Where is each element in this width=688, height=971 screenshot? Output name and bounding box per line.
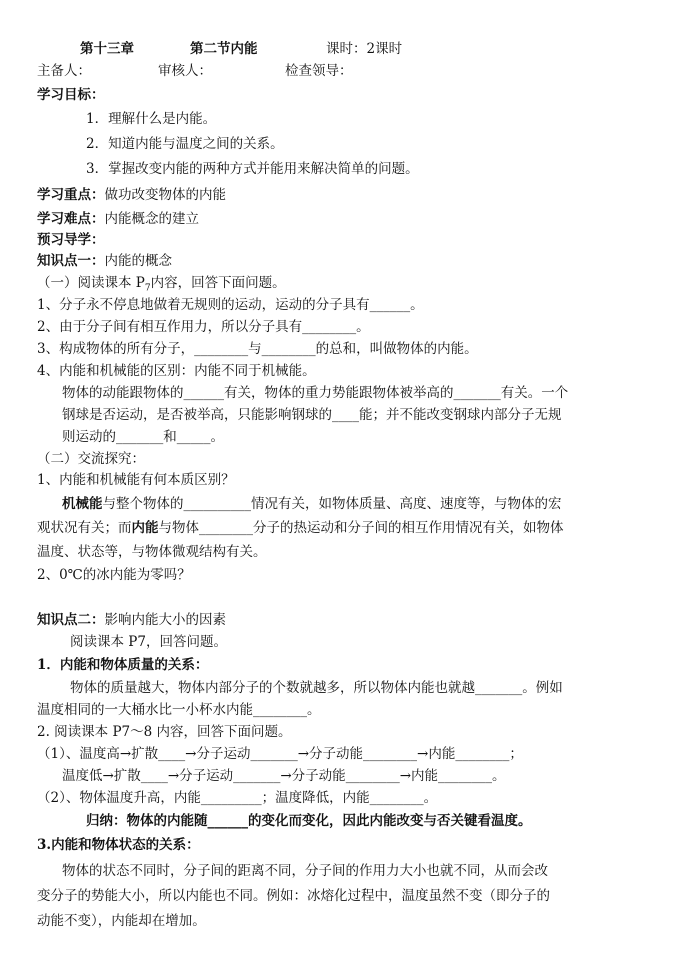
section-title: 第二节内能 bbox=[190, 41, 258, 57]
k1-part1-heading: （一）阅读课本 $P_7$内容，回答下面问题。 bbox=[37, 275, 286, 294]
k1-title-rest: 内能的概念 bbox=[104, 253, 172, 269]
preparer-label: 主备人： bbox=[37, 63, 91, 79]
difficulty-line bbox=[37, 210, 199, 228]
preview-title: 预习导学： bbox=[37, 232, 105, 248]
k1-part2-p1: 机械能与整个物体的__________情况有关，如物体质量、高度、速度等，与物体的宏 bbox=[62, 496, 562, 512]
blank: __________ bbox=[183, 496, 251, 512]
k1-part2-heading: （二）交流探究： bbox=[37, 451, 145, 467]
k2-s1-p1: 物体的质量越大，物体内部分子的个数就越多，所以物体内能也就越_______。例如 bbox=[70, 680, 563, 696]
k2-s2-line2: 温度低→扩散____→分子运动_______→分子动能________→内能________。 bbox=[62, 768, 506, 784]
blank: _______ bbox=[116, 429, 164, 445]
k1-title-line bbox=[37, 252, 172, 270]
blank: _______ bbox=[475, 680, 523, 696]
k1-part2-q2: 2、0℃的冰内能为零吗？ bbox=[37, 567, 191, 583]
k1-q4-p3: 则运动的_______和_____。 bbox=[62, 429, 224, 445]
goal-item-3: 3．掌握改变内能的两种方式并能用来解决简单的问题。 bbox=[86, 161, 419, 177]
k2-s2-summary: 归纳：物体的内能随______的变化而变化，因此内能改变与否关键看温度。 bbox=[86, 813, 532, 829]
k2-s3-heading: 3.内能和物体状态的关系： bbox=[37, 837, 200, 853]
blank: _______ bbox=[453, 385, 501, 401]
k2-s1-heading: 1．内能和物体质量的关系： bbox=[37, 657, 209, 673]
blank: ______ bbox=[183, 385, 224, 401]
leader-label: 检查领导： bbox=[285, 63, 353, 79]
key-point-label: 学习重点： bbox=[37, 187, 105, 203]
blank: ________ bbox=[199, 520, 253, 536]
k1-title: 知识点一： bbox=[37, 253, 105, 269]
k2-title-line bbox=[37, 611, 226, 629]
blank: ________ bbox=[253, 702, 307, 718]
period-label: 课时：2课时 bbox=[326, 41, 403, 57]
reviewer-label: 审核人： bbox=[158, 63, 212, 79]
k2-title: 知识点二： bbox=[37, 612, 105, 628]
k1-part2-q1: 1、内能和机械能有何本质区别？ bbox=[37, 472, 235, 488]
blank: ________ bbox=[302, 319, 357, 335]
k1-q4-p1: 物体的动能跟物体的______有关，物体的重力势能跟物体被举高的_______有关。一个 bbox=[62, 385, 569, 401]
goal-item-2: 2．知道内能与温度之间的关系。 bbox=[86, 136, 284, 152]
difficulty-label: 学习难点： bbox=[37, 211, 105, 227]
k1-q4-p2: 钢球是否运动，是否被举高，只能影响钢球的____能；并不能改变钢球内部分子无规 bbox=[62, 407, 562, 423]
chapter-title: 第十三章 bbox=[80, 41, 134, 57]
goal-item-1: 1．理解什么是内能。 bbox=[86, 111, 217, 127]
k2-s2-heading: 2. 阅读课本 P7～8 内容，回答下面问题。 bbox=[37, 724, 292, 740]
blank: ______ bbox=[369, 297, 411, 313]
key-point-line bbox=[37, 186, 226, 204]
k1-q2: 2、由于分子间有相互作用力，所以分子具有________。 bbox=[37, 319, 370, 335]
k1-part2-p2: 观状况有关；而内能与物体________分子的热运动和分子间的相互作用情况有关，如物体 bbox=[37, 520, 564, 536]
blank: ____ bbox=[332, 407, 359, 423]
blank: ________ bbox=[194, 341, 249, 357]
k2-s3-p2: 变分子的势能大小，所以内能也不同。例如：冰熔化过程中，温度虽然不变（即分子的 bbox=[37, 888, 550, 904]
key-point-text: 做功改变物体的内能 bbox=[104, 187, 226, 203]
blank: ________ bbox=[261, 341, 316, 357]
goals-title: 学习目标： bbox=[37, 87, 105, 103]
difficulty-text: 内能概念的建立 bbox=[104, 211, 199, 227]
blank: _____ bbox=[176, 429, 211, 445]
k2-s3-p1: 物体的状态不同时，分子间的距离不同，分子间的作用力大小也就不同，从而会改 bbox=[62, 863, 548, 879]
k2-intro: 阅读课本 P7，回答问题。 bbox=[70, 634, 227, 650]
k1-q4: 4、内能和机械能的区别：内能不同于机械能。 bbox=[37, 363, 316, 379]
k2-s1-p2: 温度相同的一大桶水比一小杯水内能________。 bbox=[37, 702, 321, 718]
k1-q1: 1、分子永不停息地做着无规则的运动，运动的分子具有______。 bbox=[37, 297, 424, 313]
k1-q3: 3、构成物体的所有分子，________与________的总和，叫做物体的内能。 bbox=[37, 341, 478, 357]
k2-title-rest: 影响内能大小的因素 bbox=[104, 612, 226, 628]
k2-s2-line1: （1）、温度高→扩散____→分子运动_______→分子动能________→内能________； bbox=[37, 746, 523, 762]
k1-part2-p3: 温度、状态等，与物体微观结构有关。 bbox=[37, 544, 267, 560]
k2-s2-line3: （2）、物体温度升高，内能_________；温度降低，内能________。 bbox=[37, 790, 438, 806]
k2-s3-p3: 动能不变），内能却在增加。 bbox=[37, 913, 206, 929]
